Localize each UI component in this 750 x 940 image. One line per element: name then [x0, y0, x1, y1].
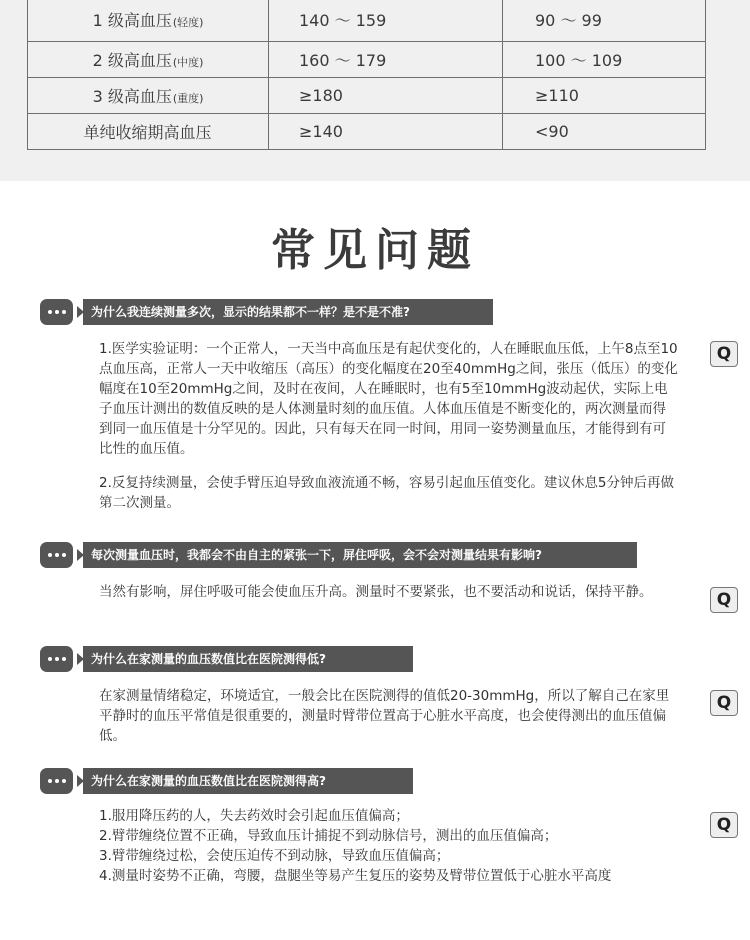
answer-paragraph: 当然有影响，屏住呼吸可能会使血压升高。测量时不要紧张，也不要活动和说话，保持平静。: [99, 584, 653, 600]
table-row: [28, 42, 706, 78]
chat-bubble-icon: [40, 768, 73, 794]
faq-answer-1: [99, 339, 679, 513]
answer-line: 3.臂带缠绕过松，会使压迫传不到动脉，导致血压值偏高；: [99, 848, 450, 864]
level-cell: 1 级高血压(轻度): [28, 0, 269, 42]
bp-classification-table: [27, 0, 706, 150]
question-text: 每次测量血压时，我都会不由自主的紧张一下，屏住呼吸，会不会对测量结果有影响?: [83, 542, 637, 568]
chat-bubble-icon: [40, 299, 73, 325]
answer-paragraph: 1.医学实验证明：一个正常人，一天当中高血压是有起伏变化的，人在睡眠血压低，上午8点至10点血压高，正常人一天中收缩压（高压）的变化幅度在20至40mmHg之间，张压（低压）的变化幅度在10至20mmHg之间，及时在夜间，人在睡眠时，也有5至10mmHg波动起伏，实际上电子血压计测出的数值反映的是人体测量时刻的血压值。人体血压值是不断变化的，两次测量而得到同一血压值是十分罕见的。因此，只有每天在同一时间，用同一姿势测量血压，才能得到有可比性的血压值。: [99, 341, 678, 457]
q-icon: Q: [710, 812, 738, 838]
systolic-cell: 140 ～ 159: [269, 0, 503, 42]
systolic-cell: ≥180: [269, 78, 503, 114]
q-icon: Q: [710, 587, 738, 613]
faq-answer-4: [99, 806, 679, 886]
faq-answer-3: [99, 686, 679, 746]
chat-bubble-icon: [40, 646, 73, 672]
systolic-cell: 160 ～ 179: [269, 42, 503, 78]
answer-line: 1.服用降压药的人，失去药效时会引起血压值偏高；: [99, 808, 409, 824]
question-text: 为什么在家测量的血压数值比在医院测得高?: [83, 768, 413, 794]
question-text: 为什么我连续测量多次，显示的结果都不一样？是不是不准?: [83, 299, 493, 325]
level-cell: 2 级高血压(中度): [28, 42, 269, 78]
table-row: [28, 114, 706, 150]
table-row: [28, 78, 706, 114]
level-cell: 单纯收缩期高血压: [28, 114, 269, 150]
chat-bubble-icon: [40, 542, 73, 568]
question-text: 为什么在家测量的血压数值比在医院测得低?: [83, 646, 413, 672]
systolic-cell: ≥140: [269, 114, 503, 150]
bp-table-section: [0, 0, 750, 181]
answer-line: 4.测量时姿势不正确，弯腰，盘腿坐等易产生复压的姿势及臂带位置低于心脏水平高度: [99, 868, 612, 884]
q-icon: Q: [710, 341, 738, 367]
table-row: [28, 0, 706, 42]
answer-paragraph: 在家测量情绪稳定，环境适宜，一般会比在医院测得的值低20-30mmHg，所以了解自己在家里平静时的血压平常值是很重要的，测量时臂带位置高于心脏水平高度，也会使得测出的血压值偏低。: [99, 688, 670, 744]
diastolic-cell: ≥110: [503, 78, 706, 114]
answer-line: 2.臂带缠绕位置不正确，导致血压计捕捉不到动脉信号，测出的血压值偏高；: [99, 828, 558, 844]
diastolic-cell: 100 ～ 109: [503, 42, 706, 78]
q-icon: Q: [710, 690, 738, 716]
diastolic-cell: <90: [503, 114, 706, 150]
level-cell: 3 级高血压(重度): [28, 78, 269, 114]
diastolic-cell: 90 ～ 99: [503, 0, 706, 42]
faq-answer-2: [99, 582, 679, 602]
faq-title: 常见问题: [271, 225, 479, 276]
answer-paragraph: 2.反复持续测量，会使手臂压迫导致血液流通不畅，容易引起血压值变化。建议休息5分钟后再做第二次测量。: [99, 475, 674, 511]
